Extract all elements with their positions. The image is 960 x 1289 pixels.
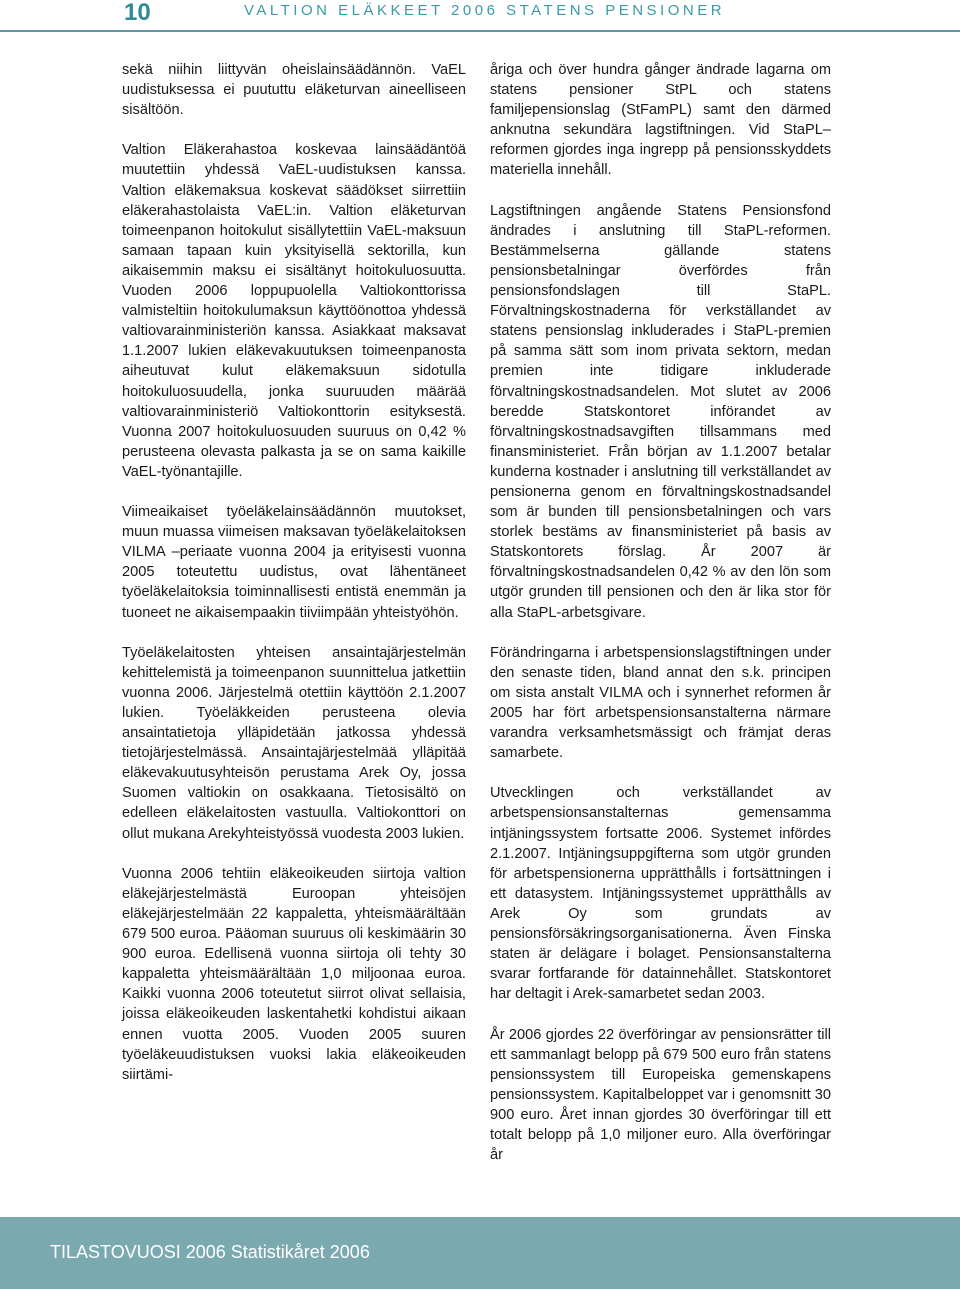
page-number: 10 — [124, 0, 151, 26]
paragraph: Lagstiftningen angående Statens Pensionsfond ändrades i anslutning till StaPL-reformen. Bestämmelserna gällande statens pensionsbetalningar överfördes från pensionsfondslagen till StaPL. Förvaltningskostnaderna för verkställandet av statens pensionslag inkluderades i StaPL-premien på samma sätt som inom privata sektorn, medan premien inte tidigare inkluderade förvaltningskostnadsandelen. Mot slutet av 2006 beredde Statskontoret införandet av förvaltningskostnadsavgiften tillsammans med finansministeriet. Från början av 1.1.2007 betalar kunderna kostnader i anslutning till verkställandet av pensionerna genom en förvaltningskostnadsandel som är bunden till pensionsbetalningen och vars storlek bestäms av finansministeriet på basis av Statskontorets förslag. År 2007 är förvaltningskostnadsandelen 0,42 % av den lön som utgör grunden till pensionen och den är lika stor för alla StaPL-arbetsgivare. — [490, 202, 831, 621]
page-header — [0, 0, 960, 32]
paragraph: Työeläkelaitosten yhteisen ansaintajärjestelmän kehittelemistä ja toimeenpanon suunnittelua jatkettiin vuonna 2006. Järjestelmä otettiin käyttöön 2.1.2007 lukien. Työeläkkeiden perusteena olevia ansaintatietoja ylläpidetään jatkossa yhdessä tietojärjestelmässä. Ansaintajärjestelmää ylläpitää eläkevakuutusyhteisön perustama Arek Oy, jossa Suomen valtiokin on osakkaana. Tietosisältö on edelleen eläkelaitosten vastuulla. Valtiokonttori on ollut mukana Arekyhteistyössä vuodesta 2003 lukien. — [122, 644, 466, 842]
paragraph: Vuonna 2006 tehtiin eläkeoikeuden siirtoja valtion eläkejärjestelmästä Euroopan yhteisöjen eläkejärjestelmään 22 kappaletta, yhteismäärältään 679 500 euroa. Pääoman suuruus oli keskimäärin 30 900 euroa. Edellisenä vuonna siirtoja oli tehty 30 kappaletta yhteismäärältään 1,0 miljoonaa euroa. Kaikki vuonna 2006 toteutetut siirrot olivat sellaisia, joissa eläkeoikeuden laskentahetki kohdistui aikaan ennen vuotta 2005. Vuoden 2005 suuren työeläkeuudistuksen vuoksi lakia eläkeoikeuden siirtämi- — [122, 865, 466, 1083]
paragraph: åriga och över hundra gånger ändrade lagarna om statens pensioner StPL och statens familjepensionslag (StFamPL) samt den därmed anknutna sekundära lagstiftningen. Vid StaPL–reformen gjordes inga ingrepp på pensionsskyddets materiella innehåll. — [490, 62, 831, 179]
running-title: VALTION ELÄKKEET 2006 STATENS PENSIONER — [244, 2, 726, 19]
paragraph: Viimeaikaiset työeläkelainsäädännön muutokset, muun muassa viimeisen maksavan työeläkelaitoksen VILMA –periaate vuonna 2004 ja erityisesti vuonna 2005 toteutettu uudistus, ovat lähentäneet työeläkelaitoksia toiminnallisesti entistä enemmän ja tuoneet ne aikaisempaakin tiiviimpään yhteistyöhön. — [122, 504, 466, 621]
paragraph: Förändringarna i arbetspensionslagstiftningen under den senaste tiden, bland annat den s.k. principen om sista anstalt VILMA och i synnerhet reformen år 2005 har fört arbetspensionsanstalterna närmare varandra verksamhetsmässigt och främjat deras samarbete. — [490, 644, 831, 762]
paragraph: År 2006 gjordes 22 överföringar av pensionsrätter till ett sammanlagt belopp på 679 500 euro från statens pensionssystem till Europeiska gemenskapens pensionssystem. Kapitalbeloppet var i genomsnitt 30 900 euro. Året innan gjordes 30 överföringar till ett totalt belopp på 1,0 miljoner euro. Alla överföringar år — [490, 1026, 831, 1164]
paragraph: Valtion Eläkerahastoa koskevaa lainsäädäntöä muutettiin yhdessä VaEL-uudistuksen kanssa. Valtion eläkemaksua koskevat säädökset siirrettiin eläkerahastolaista VaEL:in. Valtion eläketurvan toimeenpanon hoitokulut sisällytettiin VaEL-maksuun samaan tapaan kuin yksityisellä sektorilla, kun aikaisemmin maksu ei sisältänyt hoitokuluosuutta. Vuoden 2006 loppupuolella Valtiokonttorissa valmisteltiin hoitokulumaksun käyttöönottoa yhdessä valtiovarainministeriön kanssa. Asiakkaat maksavat 1.1.2007 lukien eläkevakuutuksen toimeenpanosta aiheutuvat kulut eläkemaksuun sidotulla hoitokuluosuudella, jonka suuruuden määrää valtiovarainministeriö Valtiokonttorin esityksestä. Vuonna 2007 hoitokuluosuuden suuruus on 0,42 % perusteena olevasta palkasta ja se on sama kaikille VaEL-työnantajille. — [122, 142, 466, 480]
footer-title: TILASTOVUOSI 2006 Statistikåret 2006 — [50, 1242, 370, 1262]
swedish-column — [490, 60, 831, 1185]
paragraph: Utvecklingen och verkställandet av arbetspensionsanstalternas gemensamma intjäningssystem fortsatte 2006. Systemet infördes 2.1.2007. Intjäningsuppgifterna som utgör grunden för arbetspensionerna upprätthålls i fortsättningen i ett datasystem. Intjäningssystemet upprätthålls av Arek Oy som grundats av pensionsförsäkringsorganisationerna. Även Finska staten är delägare i bolaget. Pensionsanstalterna svarar fortfarande för datainnehållet. Statskontoret har deltagit i Arek-samarbetet sedan 2003. — [490, 785, 831, 1003]
paragraph: sekä niihin liittyvän oheislainsäädännön. VaEL uudistuksessa ei puututtu eläketurvan aineelliseen sisältöön. — [122, 62, 466, 119]
finnish-column — [122, 60, 466, 1105]
page-footer — [0, 1217, 960, 1289]
